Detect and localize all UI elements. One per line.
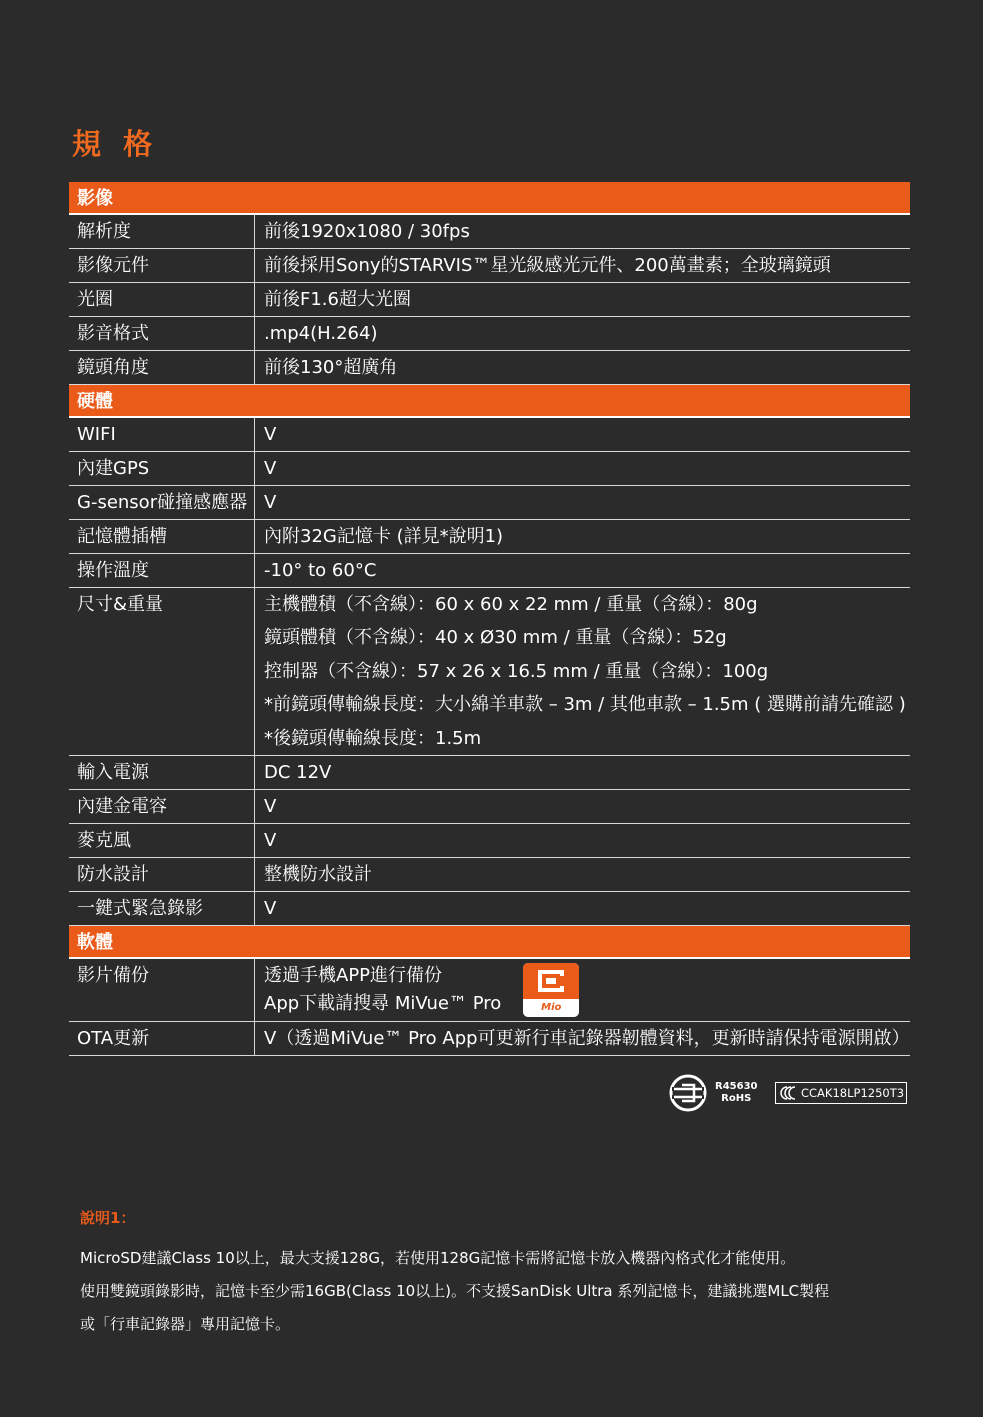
spec-label: 操作溫度 bbox=[69, 554, 255, 587]
spec-label: 輸入電源 bbox=[69, 756, 255, 789]
spec-row bbox=[69, 351, 910, 385]
spec-label: 防水設計 bbox=[69, 858, 255, 891]
backup-text bbox=[264, 962, 501, 1018]
spec-value-multiline bbox=[255, 588, 910, 755]
spec-row bbox=[69, 215, 910, 249]
spec-label: WIFI bbox=[69, 418, 255, 451]
section-header-software: 軟體 bbox=[69, 926, 910, 959]
spec-value: V bbox=[264, 492, 277, 513]
spec-label: G-sensor碰撞感應器 bbox=[69, 486, 255, 519]
spec-label: 影像元件 bbox=[69, 249, 255, 282]
cert-text: R45630 RoHS bbox=[715, 1081, 758, 1104]
spec-value: 前後1920x1080 / 30fps bbox=[264, 221, 470, 242]
spec-row bbox=[69, 283, 910, 317]
bsmi-mark-icon bbox=[668, 1073, 708, 1113]
spec-value: 前後130°超廣角 bbox=[264, 357, 398, 378]
spec-row-size-weight bbox=[69, 588, 910, 756]
spec-value: V（透過MiVue™ Pro App可更新行車記錄器韌體資料，更新時請保持電源開啟） bbox=[264, 1028, 910, 1050]
spec-value: .mp4(H.264) bbox=[264, 323, 378, 344]
size-line: *後鏡頭傳輸線長度：1.5m bbox=[264, 727, 482, 749]
note-line: 使用雙鏡頭錄影時，記憶卡至少需16GB(Class 10以上)。不支援SanDisk Ultra 系列記憶卡，建議挑選MLC製程 bbox=[80, 1282, 830, 1300]
spec-row bbox=[69, 418, 910, 452]
spec-label: 鏡頭角度 bbox=[69, 351, 255, 384]
spec-label: OTA更新 bbox=[69, 1022, 255, 1055]
mio-brand-icon: Mio bbox=[541, 1002, 562, 1014]
spec-value: -10° to 60°C bbox=[264, 560, 377, 581]
spec-label: 內建金電容 bbox=[69, 790, 255, 823]
spec-row bbox=[69, 756, 910, 790]
size-line: 鏡頭體積（不含線）：40 x Ø30 mm / 重量（含線）：52g bbox=[264, 627, 727, 649]
ncc-logo-icon bbox=[779, 1086, 799, 1100]
spec-row bbox=[69, 1022, 910, 1056]
spec-label: 記憶體插槽 bbox=[69, 520, 255, 553]
spec-value: V bbox=[264, 424, 277, 445]
spec-table bbox=[69, 182, 910, 1056]
spec-label: 內建GPS bbox=[69, 452, 255, 485]
note-line: 或「行車記錄器」專用記憶卡。 bbox=[80, 1315, 291, 1333]
size-line: *前鏡頭傳輸線長度：大小綿羊車款 – 3m / 其他車款 – 1.5m ( 選購前請先確認 ) bbox=[264, 694, 906, 716]
spec-value: 內附32G記憶卡 (詳見*說明1) bbox=[264, 526, 504, 547]
spec-value: V bbox=[264, 796, 277, 818]
spec-label: 麥克風 bbox=[69, 824, 255, 857]
spec-value: V bbox=[264, 830, 277, 852]
certification-marks bbox=[668, 1073, 910, 1113]
notes bbox=[80, 1207, 920, 1341]
spec-row bbox=[69, 249, 910, 283]
spec-label: 影音格式 bbox=[69, 317, 255, 350]
backup-line: 透過手機APP進行備份 bbox=[264, 965, 443, 987]
spec-label: 影片備份 bbox=[69, 959, 255, 1021]
ncc-cert-badge: CCAK18LP1250T3 bbox=[775, 1082, 907, 1104]
spec-value: 前後F1.6超大光圈 bbox=[264, 289, 411, 310]
note-line: MicroSD建議Class 10以上，最大支援128G，若使用128G記憶卡需將記憶卡放入機器內格式化才能使用。 bbox=[80, 1249, 796, 1267]
spec-label: 一鍵式緊急錄影 bbox=[69, 892, 255, 925]
spec-value: DC 12V bbox=[264, 762, 332, 784]
spec-row bbox=[69, 824, 910, 858]
spec-row bbox=[69, 486, 910, 520]
spec-label: 解析度 bbox=[69, 215, 255, 248]
section-header-hardware: 硬體 bbox=[69, 385, 910, 418]
spec-value: V bbox=[264, 458, 277, 479]
spec-row bbox=[69, 520, 910, 554]
section-header-video: 影像 bbox=[69, 182, 910, 215]
mivue-app-icon[interactable] bbox=[523, 963, 579, 1017]
spec-value: 整機防水設計 bbox=[264, 864, 372, 886]
spec-row bbox=[69, 892, 910, 926]
note-title: 說明1： bbox=[80, 1209, 136, 1227]
spec-row bbox=[69, 317, 910, 351]
spec-label: 光圈 bbox=[69, 283, 255, 316]
page-title: 規 格 bbox=[72, 127, 159, 161]
spec-row bbox=[69, 452, 910, 486]
size-line: 主機體積（不含線）：60 x 60 x 22 mm / 重量（含線）：80g bbox=[264, 594, 758, 615]
spec-row bbox=[69, 790, 910, 824]
spec-value bbox=[255, 959, 910, 1021]
spec-value: 前後採用Sony的STARVIS™星光級感光元件、200萬畫素；全玻璃鏡頭 bbox=[264, 255, 831, 276]
backup-line: App下載請搜尋 MiVue™ Pro bbox=[264, 993, 502, 1015]
spec-label: 尺寸&重量 bbox=[69, 588, 255, 755]
size-line: 控制器（不含線）：57 x 26 x 16.5 mm / 重量（含線）：100g bbox=[264, 660, 769, 682]
spec-row bbox=[69, 554, 910, 588]
spec-row bbox=[69, 858, 910, 892]
spec-row-backup bbox=[69, 959, 910, 1022]
spec-value: V bbox=[264, 898, 277, 920]
